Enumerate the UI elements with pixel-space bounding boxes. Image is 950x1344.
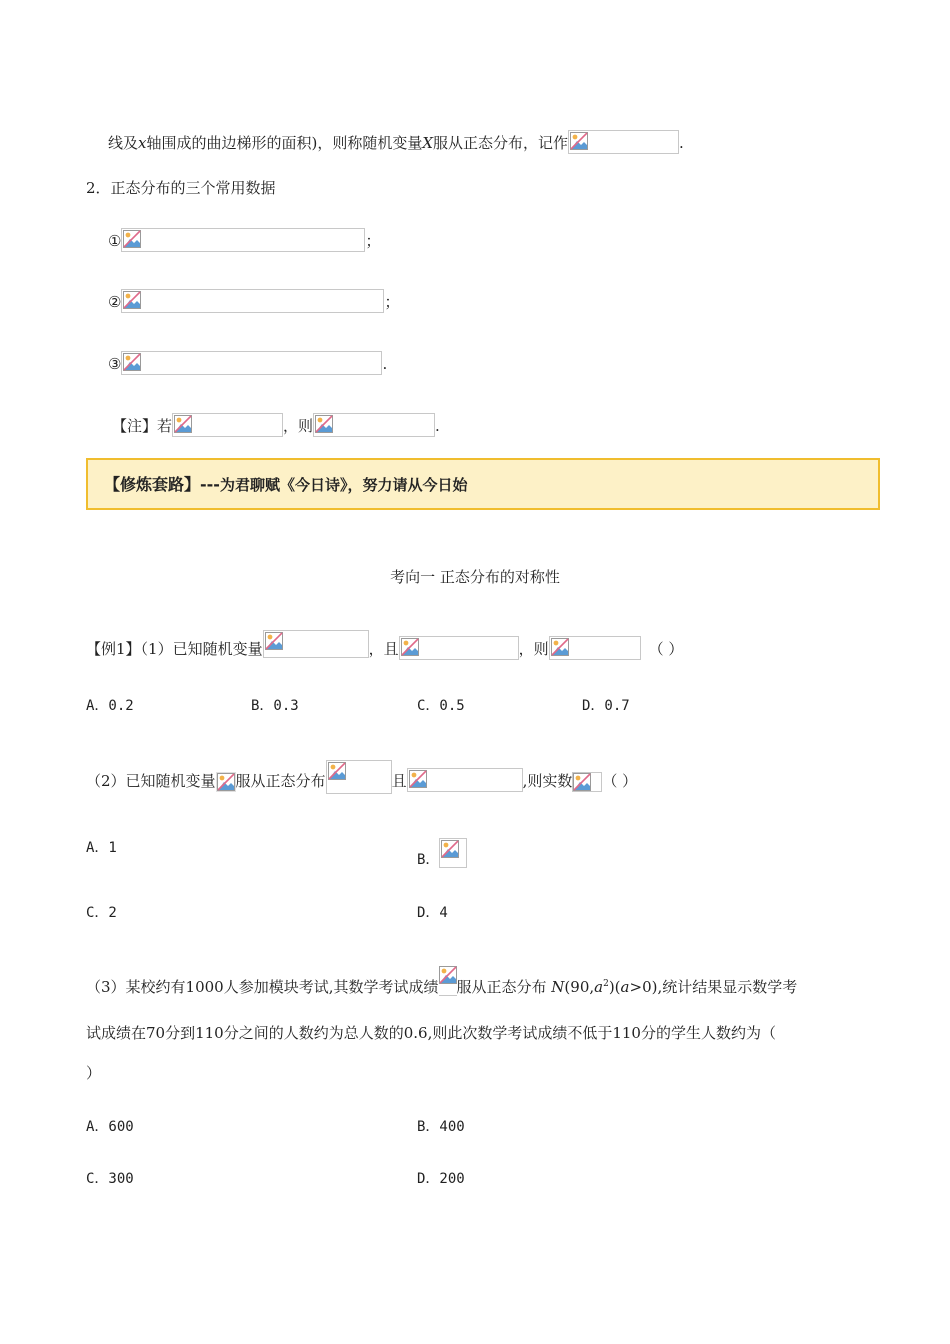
banner-title: 【修炼套路】 — [104, 475, 201, 494]
text: . — [435, 417, 440, 435]
text: 【注】若 — [112, 417, 173, 435]
text: ； — [384, 293, 400, 311]
banner-text — [104, 472, 467, 495]
option-a: A．0.2 — [86, 698, 134, 714]
formula-image — [172, 413, 283, 437]
formula-image — [399, 636, 519, 660]
text: >0),统计结果显示数学考 — [629, 978, 798, 996]
intro-line — [108, 130, 684, 154]
text: . — [679, 134, 684, 152]
formula-image — [439, 968, 457, 996]
image-icon — [328, 762, 346, 780]
formula-image — [549, 636, 641, 660]
option-b: B．0.3 — [251, 698, 299, 714]
text: 轴围成的曲边梯形的面积)，则称随机变量 — [146, 134, 423, 152]
text: . — [382, 355, 388, 373]
option-a: A．1 — [86, 840, 117, 856]
option-c: C．0.5 — [417, 698, 465, 714]
image-icon — [551, 638, 569, 656]
text: (90, — [564, 978, 595, 996]
option-c: C．2 — [86, 905, 117, 921]
var-X: X — [422, 134, 434, 152]
item-marker: ② — [108, 293, 122, 311]
image-icon — [439, 966, 457, 984]
image-icon — [123, 291, 141, 309]
section-title: 2．正态分布的三个常用数据 — [86, 179, 276, 197]
formula-image — [121, 228, 365, 252]
formula-image — [216, 772, 236, 792]
banner-dash: --- — [200, 475, 220, 494]
image-icon — [409, 770, 427, 788]
list-item — [108, 351, 387, 375]
var-x: x — [138, 134, 147, 152]
image-icon — [174, 415, 192, 433]
text: （ ） — [648, 640, 684, 658]
text: （3）某校约有1000人参加模块考试,其数学考试成绩 — [86, 978, 439, 996]
image-icon — [217, 773, 235, 791]
banner-motto: 为君聊赋《今日诗》，努力请从今日始 — [219, 476, 468, 494]
list-item — [108, 228, 380, 252]
text: ，则 — [518, 640, 549, 658]
text: 线及 — [108, 134, 139, 152]
question-2 — [86, 760, 637, 794]
formula-image — [121, 351, 382, 375]
formula-image — [121, 289, 384, 313]
formula-image — [263, 630, 369, 658]
text: 服从正态分布，记作 — [433, 134, 569, 152]
formula-image — [439, 838, 467, 868]
note-line — [112, 413, 440, 437]
image-icon — [123, 353, 141, 371]
item-marker: ① — [108, 232, 122, 250]
text: （2）已知随机变量 — [86, 772, 216, 790]
text: ，则 — [283, 417, 314, 435]
image-icon — [570, 132, 588, 150]
practice-banner — [86, 458, 880, 510]
formula-image — [326, 760, 392, 794]
text: ； — [365, 232, 381, 250]
option-b — [417, 838, 467, 870]
formula-image — [572, 772, 602, 792]
text: 【例1】（1）已知随机变量 — [86, 640, 263, 658]
option-d: D．4 — [417, 905, 448, 921]
text: )( — [608, 978, 621, 996]
question-1 — [86, 630, 683, 660]
question-3-line1 — [86, 968, 797, 997]
var-a: a — [620, 978, 630, 996]
option-b: B．400 — [417, 1119, 465, 1135]
option-c: C．300 — [86, 1171, 134, 1187]
text: 且 — [391, 772, 407, 790]
image-icon — [573, 773, 591, 791]
text: ,则实数 — [522, 772, 573, 790]
option-d: D．0.7 — [582, 698, 630, 714]
list-item — [108, 289, 399, 313]
text: （ ） — [602, 772, 638, 790]
question-3-line2: 试成绩在70分到110分之间的人数约为总人数的0.6,则此次数学考试成绩不低于110分的学生人数约为（ — [86, 1024, 776, 1042]
formula-image — [313, 413, 435, 437]
text: 服从正态分布 — [235, 772, 326, 790]
text: 服从正态分布 — [456, 978, 547, 996]
item-marker: ③ — [108, 355, 122, 373]
image-icon — [441, 840, 459, 858]
image-icon — [401, 638, 419, 656]
text: ，且 — [368, 640, 399, 658]
question-3-line3: ） — [86, 1064, 102, 1082]
var-a: a — [594, 978, 604, 996]
option-a: A．600 — [86, 1119, 134, 1135]
image-icon — [123, 230, 141, 248]
option-label: B． — [417, 852, 440, 868]
var-N: N — [551, 978, 565, 996]
formula-image — [407, 768, 523, 792]
formula-image — [568, 130, 679, 154]
superscript: 2 — [603, 979, 609, 989]
section-heading: 考向一 正态分布的对称性 — [390, 568, 560, 586]
image-icon — [265, 632, 283, 650]
image-icon — [315, 415, 333, 433]
option-d: D．200 — [417, 1171, 465, 1187]
